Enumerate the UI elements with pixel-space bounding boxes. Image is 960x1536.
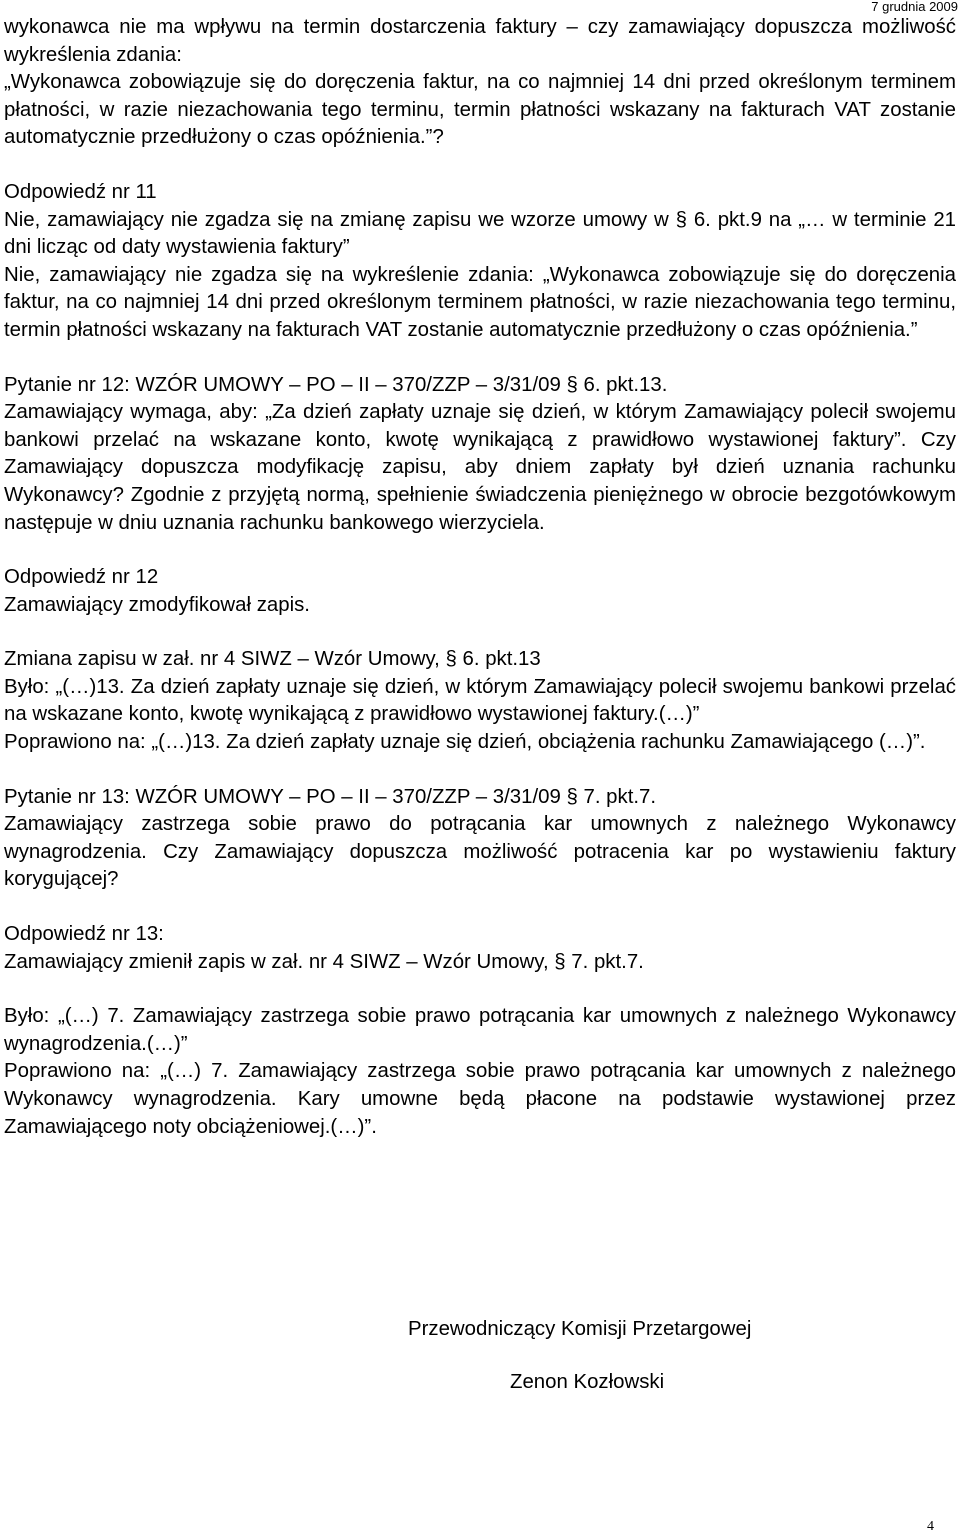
paragraph-gap xyxy=(4,757,956,784)
document-date: 7 grudnia 2009 xyxy=(871,0,958,14)
paragraph: Zamawiający zastrzega sobie prawo do potrącania kar umownych z należnego Wykonawcy wynagrodzenia. Czy Zamawiający dopuszcza możliwość potracenia kar po wystawieniu faktury korygującej? xyxy=(4,813,956,891)
paragraph-gap xyxy=(4,537,956,564)
paragraph: Zmiana zapisu w zał. nr 4 SIWZ – Wzór Umowy, § 6. pkt.13 xyxy=(4,648,541,671)
signature-name: Zenon Kozłowski xyxy=(510,1371,665,1393)
paragraph: Poprawiono na: „(…) 7. Zamawiający zastrzega sobie prawo potrącania kar umownych z należnego Wykonawcy wynagrodzenia. Kary umowne będą płacone na podstawie wystawionej przez Zamawiającego noty obciążeniowej.(…)”. xyxy=(4,1060,956,1138)
paragraph: „Wykonawca zobowiązuje się do doręczenia faktur, na co najmniej 14 dni przed określonym terminem płatności, w razie niezachowania tego terminu, termin płatności wskazany na fakturach VAT zostanie automatycznie przedłużony o czas opóźnienia.”? xyxy=(4,71,956,149)
paragraph-gap xyxy=(4,976,956,1003)
answer-heading: Odpowiedź nr 13: xyxy=(4,923,164,946)
paragraph: Nie, zamawiający nie zgadza się na wykreślenie zdania: „Wykonawca zobowiązuje się do doręczenia faktur, na co najmniej 14 dni przed określonym terminem płatności, w razie niezachowania tego terminu, termin płatności wskazany na fakturach VAT zostanie automatycznie przedłużony o czas opóźnienia.” xyxy=(4,263,956,341)
paragraph: Zamawiający wymaga, aby: „Za dzień zapłaty uznaje się dzień, w którym Zamawiający polecił swojemu bankowi przelać na wskazane konto, kwotę wynikającą z prawidłowo wystawionej faktury”. Czy Zamawiający dopuszcza modyfikację zapisu, aby dniem zapłaty był dzień uznania rachunku Wykonawcy? Zgodnie z przyjętą normą, spełnienie świadczenia pieniężnego w obrocie bezgotówkowym następuje w dniu uznania rachunku bankowego wierzyciela. xyxy=(4,401,956,534)
answer-heading: Odpowiedź nr 11 xyxy=(4,180,157,203)
page-number: 4 xyxy=(927,1519,934,1534)
paragraph: Było: „(…)13. Za dzień zapłaty uznaje się dzień, w którym Zamawiający polecił swojemu bankowi przelać na wskazane konto, kwotę wynikającą z prawidłowo wystawionej faktury.(…)” xyxy=(4,675,956,726)
paragraph: Zamawiający zmodyfikował zapis. xyxy=(4,593,310,616)
paragraph: Poprawiono na: „(…)13. Za dzień zapłaty uznaje się dzień, obciążenia rachunku Zamawiającego (…)”. xyxy=(4,731,926,754)
paragraph: Zamawiający zmienił zapis w zał. nr 4 SIWZ – Wzór Umowy, § 7. pkt.7. xyxy=(4,950,644,973)
answer-heading: Odpowiedź nr 12 xyxy=(4,566,159,589)
paragraph-gap xyxy=(4,345,956,372)
question-heading: Pytanie nr 12: WZÓR UMOWY – PO – II – 370/ZZP – 3/31/09 § 6. pkt.13. xyxy=(4,373,668,396)
document-body xyxy=(4,14,956,1141)
paragraph: wykonawca nie ma wpływu na termin dostarczenia faktury – czy zamawiający dopuszcza możliwość wykreślenia zdania: xyxy=(4,16,956,66)
paragraph: Było: „(…) 7. Zamawiający zastrzega sobie prawo potrącania kar umownych z należnego Wykonawcy wynagrodzenia.(…)” xyxy=(4,1005,956,1055)
paragraph-gap xyxy=(4,894,956,921)
paragraph-gap xyxy=(4,152,956,179)
paragraph-gap xyxy=(4,619,956,646)
question-heading: Pytanie nr 13: WZÓR UMOWY – PO – II – 370/ZZP – 3/31/09 § 7. pkt.7. xyxy=(4,785,657,808)
paragraph: Nie, zamawiający nie zgadza się na zmianę zapisu we wzorze umowy w § 6. pkt.9 na „… w terminie 21 dni licząc od daty wystawienia faktury” xyxy=(4,208,956,259)
signature-title: Przewodniczący Komisji Przetargowej xyxy=(408,1318,752,1340)
